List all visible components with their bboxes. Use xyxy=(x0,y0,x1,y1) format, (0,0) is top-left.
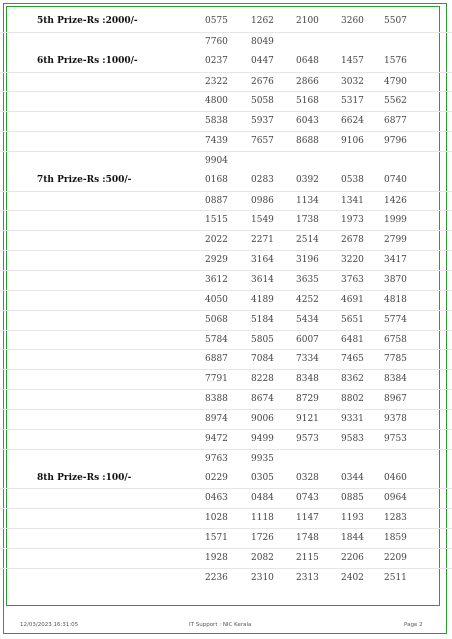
ticket-number: 6624 xyxy=(341,116,364,127)
ticket-number: 0743 xyxy=(296,493,319,504)
ticket-number: 1457 xyxy=(341,55,364,66)
ticket-number: 0887 xyxy=(205,195,228,206)
ticket-number: 9935 xyxy=(251,453,274,464)
ticket-number: 4800 xyxy=(205,96,228,107)
ticket-number: 3220 xyxy=(341,255,364,266)
ticket-number: 9006 xyxy=(251,413,274,424)
footer-timestamp: 12/03/2023 16:31:05 xyxy=(20,622,79,628)
ticket-number: 5805 xyxy=(251,334,274,345)
ticket-number: 9904 xyxy=(205,155,228,166)
ticket-number: 1118 xyxy=(251,513,274,524)
number-row xyxy=(0,52,452,72)
ticket-number: 8967 xyxy=(384,394,407,405)
number-row xyxy=(0,528,452,549)
ticket-number: 6758 xyxy=(384,334,407,345)
ticket-number: 0885 xyxy=(341,493,364,504)
ticket-number: 5058 xyxy=(251,96,274,107)
ticket-number: 4252 xyxy=(296,294,319,305)
ticket-number: 0648 xyxy=(296,55,319,66)
ticket-number: 2100 xyxy=(296,16,319,26)
ticket-number: 7439 xyxy=(205,136,228,147)
ticket-number: 7791 xyxy=(205,374,228,385)
ticket-number: 0168 xyxy=(205,174,228,185)
ticket-number: 4050 xyxy=(205,294,228,305)
number-row xyxy=(0,210,452,231)
ticket-number: 1028 xyxy=(205,513,228,524)
ticket-number: 0392 xyxy=(296,174,319,185)
ticket-number: 2022 xyxy=(205,235,228,246)
ticket-number: 8802 xyxy=(341,394,364,405)
number-row xyxy=(0,230,452,251)
number-row xyxy=(0,32,452,53)
prize-section xyxy=(0,171,452,469)
ticket-number: 5784 xyxy=(205,334,228,345)
number-row xyxy=(0,389,452,410)
prize-title: 6th Prize-Rs :1000/- xyxy=(37,55,138,66)
prize-title: 5th Prize-Rs :2000/- xyxy=(37,16,138,26)
ticket-number: 5184 xyxy=(251,314,274,325)
ticket-number: 8384 xyxy=(384,374,407,385)
ticket-number: 8729 xyxy=(296,394,319,405)
ticket-number: 6007 xyxy=(296,334,319,345)
ticket-number: 0460 xyxy=(384,472,407,483)
ticket-number: 2676 xyxy=(251,76,274,87)
ticket-number: 5317 xyxy=(341,96,364,107)
number-row xyxy=(0,568,452,589)
prize-title: 7th Prize-Rs :500/- xyxy=(37,174,132,185)
prize-section xyxy=(0,52,452,171)
ticket-number: 1515 xyxy=(205,215,228,226)
ticket-number: 1726 xyxy=(251,533,274,544)
number-row xyxy=(0,72,452,93)
ticket-number: 5434 xyxy=(296,314,319,325)
ticket-number: 3614 xyxy=(251,275,274,286)
ticket-number: 2322 xyxy=(205,76,228,87)
ticket-number: 2402 xyxy=(341,572,364,583)
number-row xyxy=(0,469,452,489)
ticket-number: 2678 xyxy=(341,235,364,246)
ticket-number: 7657 xyxy=(251,136,274,147)
number-row xyxy=(0,488,452,509)
number-row xyxy=(0,409,452,430)
prize-section xyxy=(0,12,452,52)
number-row xyxy=(0,290,452,311)
ticket-number: 3763 xyxy=(341,275,364,286)
ticket-number: 4189 xyxy=(251,294,274,305)
ticket-number: 4790 xyxy=(384,76,407,87)
number-row xyxy=(0,270,452,291)
ticket-number: 6887 xyxy=(205,354,228,365)
ticket-number: 1147 xyxy=(296,513,319,524)
ticket-number: 1134 xyxy=(296,195,319,206)
ticket-number: 9121 xyxy=(296,413,319,424)
number-row xyxy=(0,330,452,351)
ticket-number: 2313 xyxy=(296,572,319,583)
ticket-number: 5838 xyxy=(205,116,228,127)
ticket-number: 6043 xyxy=(296,116,319,127)
number-row xyxy=(0,449,452,470)
number-row xyxy=(0,349,452,370)
number-row xyxy=(0,250,452,271)
ticket-number: 2209 xyxy=(384,552,407,563)
ticket-number: 1193 xyxy=(341,513,364,524)
ticket-number: 5168 xyxy=(296,96,319,107)
ticket-number: 1973 xyxy=(341,215,364,226)
ticket-number: 1341 xyxy=(341,195,364,206)
number-row xyxy=(0,191,452,212)
ticket-number: 9331 xyxy=(341,413,364,424)
ticket-number: 4818 xyxy=(384,294,407,305)
ticket-number: 9106 xyxy=(341,136,364,147)
ticket-number: 0986 xyxy=(251,195,274,206)
ticket-number: 3260 xyxy=(341,16,364,26)
ticket-number: 2115 xyxy=(296,552,319,563)
ticket-number: 1748 xyxy=(296,533,319,544)
ticket-number: 5068 xyxy=(205,314,228,325)
ticket-number: 2929 xyxy=(205,255,228,266)
number-row xyxy=(0,111,452,132)
ticket-number: 8974 xyxy=(205,413,228,424)
ticket-number: 3870 xyxy=(384,275,407,286)
ticket-number: 7334 xyxy=(296,354,319,365)
number-row xyxy=(0,369,452,390)
number-row xyxy=(0,429,452,450)
ticket-number: 0575 xyxy=(205,16,228,26)
ticket-number: 3196 xyxy=(296,255,319,266)
number-row xyxy=(0,91,452,112)
ticket-number: 7785 xyxy=(384,354,407,365)
footer-page-number: Page 2 xyxy=(404,622,423,628)
ticket-number: 3164 xyxy=(251,255,274,266)
ticket-number: 8362 xyxy=(341,374,364,385)
ticket-number: 0283 xyxy=(251,174,274,185)
ticket-number: 0484 xyxy=(251,493,274,504)
ticket-number: 5562 xyxy=(384,96,407,107)
ticket-number: 3032 xyxy=(341,76,364,87)
ticket-number: 9763 xyxy=(205,453,228,464)
ticket-number: 0447 xyxy=(251,55,274,66)
ticket-number: 6481 xyxy=(341,334,364,345)
ticket-number: 1262 xyxy=(251,16,274,26)
ticket-number: 0237 xyxy=(205,55,228,66)
ticket-number: 7084 xyxy=(251,354,274,365)
ticket-number: 4691 xyxy=(341,294,364,305)
ticket-number: 0740 xyxy=(384,174,407,185)
ticket-number: 7760 xyxy=(205,36,228,47)
ticket-number: 2511 xyxy=(384,572,407,583)
ticket-number: 9499 xyxy=(251,433,274,444)
ticket-number: 0964 xyxy=(384,493,407,504)
ticket-number: 9796 xyxy=(384,136,407,147)
prize-title: 8th Prize-Rs :100/- xyxy=(37,472,132,483)
ticket-number: 1549 xyxy=(251,215,274,226)
ticket-number: 1999 xyxy=(384,215,407,226)
ticket-number: 2236 xyxy=(205,572,228,583)
ticket-number: 2799 xyxy=(384,235,407,246)
number-row xyxy=(0,131,452,152)
ticket-number: 7465 xyxy=(341,354,364,365)
ticket-number: 9583 xyxy=(341,433,364,444)
ticket-number: 2271 xyxy=(251,235,274,246)
ticket-number: 3612 xyxy=(205,275,228,286)
prize-section xyxy=(0,469,452,588)
ticket-number: 1738 xyxy=(296,215,319,226)
ticket-number: 0344 xyxy=(341,472,364,483)
ticket-number: 9753 xyxy=(384,433,407,444)
ticket-number: 2082 xyxy=(251,552,274,563)
ticket-number: 9472 xyxy=(205,433,228,444)
ticket-number: 5507 xyxy=(384,16,407,26)
footer-support: IT Support : NIC Kerala xyxy=(189,622,252,628)
ticket-number: 5651 xyxy=(341,314,364,325)
ticket-number: 0538 xyxy=(341,174,364,185)
ticket-number: 2514 xyxy=(296,235,319,246)
ticket-number: 5774 xyxy=(384,314,407,325)
ticket-number: 3417 xyxy=(384,255,407,266)
ticket-number: 1928 xyxy=(205,552,228,563)
ticket-number: 8688 xyxy=(296,136,319,147)
number-row xyxy=(0,12,452,32)
ticket-number: 1576 xyxy=(384,55,407,66)
ticket-number: 0328 xyxy=(296,472,319,483)
ticket-number: 6877 xyxy=(384,116,407,127)
ticket-number: 3635 xyxy=(296,275,319,286)
ticket-number: 0463 xyxy=(205,493,228,504)
ticket-number: 8388 xyxy=(205,394,228,405)
ticket-number: 1571 xyxy=(205,533,228,544)
ticket-number: 1283 xyxy=(384,513,407,524)
number-row xyxy=(0,508,452,529)
ticket-number: 9378 xyxy=(384,413,407,424)
ticket-number: 8674 xyxy=(251,394,274,405)
ticket-number: 8348 xyxy=(296,374,319,385)
ticket-number: 2866 xyxy=(296,76,319,87)
ticket-number: 2310 xyxy=(251,572,274,583)
ticket-number: 1844 xyxy=(341,533,364,544)
ticket-number: 5937 xyxy=(251,116,274,127)
ticket-number: 1859 xyxy=(384,533,407,544)
ticket-number: 1426 xyxy=(384,195,407,206)
ticket-number: 0229 xyxy=(205,472,228,483)
ticket-number: 2206 xyxy=(341,552,364,563)
number-row xyxy=(0,151,452,172)
number-row xyxy=(0,548,452,569)
ticket-number: 0305 xyxy=(251,472,274,483)
ticket-number: 8049 xyxy=(251,36,274,47)
ticket-number: 8228 xyxy=(251,374,274,385)
number-row xyxy=(0,310,452,331)
number-row xyxy=(0,171,452,191)
ticket-number: 9573 xyxy=(296,433,319,444)
